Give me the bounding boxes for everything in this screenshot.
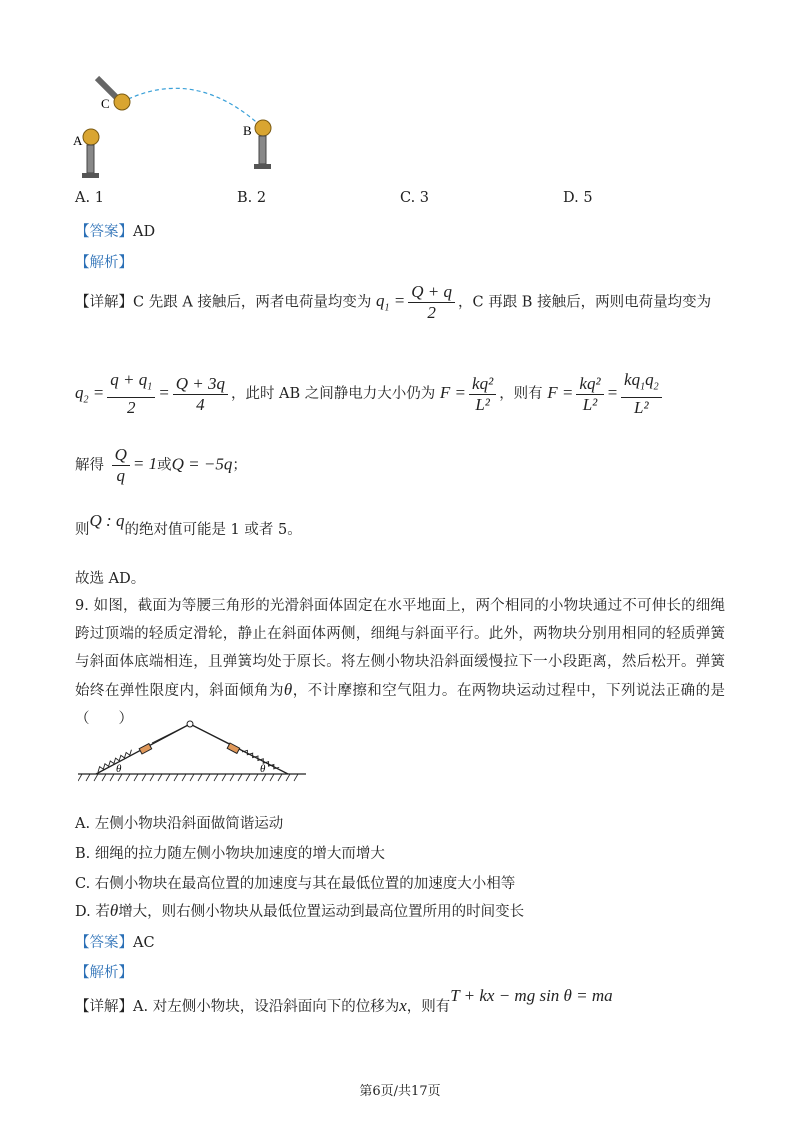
detail-text-2a: ，此时 AB 之间静电力大小仍为 [230,386,436,403]
detail-text-2b: ，则有 [499,386,543,403]
handle-c [97,78,117,98]
choice-d-prefix: D. 若 [75,904,110,920]
right-rope [192,725,230,744]
detail-text: A. 对左侧小物块，设沿斜面向下的位移为 [133,999,400,1015]
solve-or: 或 [157,457,172,474]
q8-option-c: C. 3 [400,190,430,206]
trajectory-arc [122,88,263,128]
q8-option-a: A. 1 [75,190,104,206]
q8-analysis [75,251,133,272]
q9-choice-c: C. 右侧小物块在最高位置的加速度与其在最低位置的加速度大小相等 [75,876,516,892]
solve-prefix: 解得 [75,457,104,474]
var-x: x [399,996,407,1015]
q8-answer [75,220,155,241]
ratio-text: 的绝对值可能是 1 或者 5。 [124,522,302,538]
q9-answer [75,931,155,952]
q8-option-b: B. 2 [237,190,267,206]
equation: T + kx − mg sin θ = ma [450,986,613,1005]
stand-b [259,136,266,164]
label-a: A [73,133,83,148]
analysis-tag: 【解析】 [75,965,133,981]
sphere-a [83,129,99,145]
theta-symbol: θ [109,901,119,920]
angle-left: θ [116,763,122,775]
left-spring [96,750,133,772]
label-b: B [243,123,252,138]
detail-tag: 【详解】 [75,294,133,311]
sphere-c [114,94,130,110]
left-block [139,744,152,754]
page-footer: 第6页/共17页 [359,1084,441,1099]
q9-choice-a: A. 左侧小物块沿斜面做简谐运动 [75,816,284,832]
detail-text-1a: C 先跟 A 接触后，两者电荷量均变为 [133,294,372,311]
answer-value: AC [133,935,155,951]
base-b [254,164,271,169]
theta-symbol: θ [283,680,293,699]
q8-ratio-line [75,511,302,539]
formula-q-ratio: Q : q [89,511,125,530]
q8-solve-line: 解得 $\frac{Q}{q}$ = 1或Q = −5q； [75,445,247,485]
answer-tag: 【答案】 [75,224,133,240]
left-rope [152,725,188,743]
choice-d-tail: 增大，则右侧小物块从最低位置运动到最高位置所用的时间变长 [118,904,525,920]
q8-detail-line-1 [75,282,711,323]
formula-f2: F = $\frac{\text{kq²}}{\text{L²}}$ = $\frac{kq_1q_2}{\text{L²}}$ [547,383,664,402]
sphere-b [255,120,271,136]
base-a [82,173,99,178]
incline-figure [78,718,308,784]
answer-tag: 【答案】 [75,935,133,951]
formula-ratio: $\frac{Q}{q}$ = 1 [109,454,158,473]
label-c: C [101,96,110,111]
answer-value: AD [133,224,156,240]
formula-q1: $q_1$ = $\frac{Q + q}{2}$ [376,291,458,310]
charge-figure [65,70,295,185]
stand-a [87,145,94,173]
q9-analysis [75,961,133,982]
q9-detail [75,986,613,1016]
q9-choice-b: B. 细绳的拉力随左侧小物块加速度的增大而增大 [75,846,385,862]
q8-conclusion: 故选 AD。 [75,571,146,587]
analysis-tag: 【解析】 [75,255,133,271]
formula-q-neg: Q = −5q [171,454,233,474]
ground-hatch [78,774,298,781]
detail-text-1b: ，C 再跟 B 接触后，两则电荷量均变为 [458,294,712,311]
q9-stem-tail: ，不计摩擦和空气阻力。在两物块运动过程中，下列说法正确的是（ ） [75,683,725,727]
angle-right: θ [260,763,266,775]
q8-option-d: D. 5 [563,190,593,206]
pulley [187,721,193,727]
q8-detail-line-2 [75,370,665,418]
detail-tag: 【详解】 [75,999,133,1015]
detail-tail: ，则有 [406,999,451,1015]
q9-stem-text: 9. 如图，截面为等腰三角形的光滑斜面体固定在水平地面上，两个相同的小物块通过不可伸长的细绳跨过顶端的轻质定滑轮，静止在斜面体两侧，细绳与斜面平行。此外，两物块分别用相同的轻质弹簧与斜面体底端相连，且弹簧均处于原长。将左侧小物块沿斜面缓慢拉下一小段距离，然后松开。弹簧始终在弹性限度内，斜面倾角为 [75,598,725,699]
q9-choice-d [75,900,524,921]
formula-f1: F = $\frac{\text{kq²}}{\text{L²}}$ [440,383,499,402]
ratio-prefix: 则 [75,522,90,538]
q9-stem [75,592,725,733]
right-block [227,743,240,753]
formula-q2: $q_2$ = $\frac{q + q_1}{2}$ = $\frac{Q + 3q}{4}$ [75,383,231,402]
